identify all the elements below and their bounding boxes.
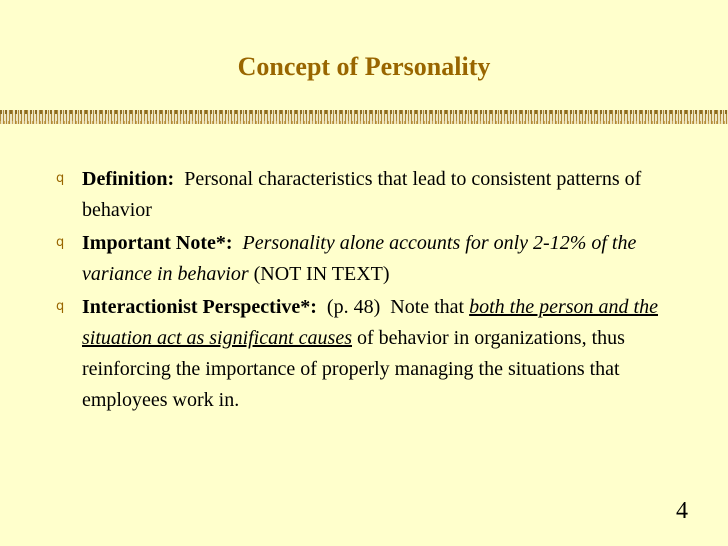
- bullet-text: [82, 164, 672, 226]
- definition-text: Personal characteristics that lead to consistent patterns of behavior: [82, 168, 642, 221]
- interactionist-ref: (p. 48): [326, 296, 381, 318]
- important-note-label: Important Note*:: [82, 232, 233, 254]
- bullet-icon: q: [56, 299, 65, 314]
- interactionist-text-after: of behavior in organizations, thus reinforcing the importance of properly managing the situations that employees work in.: [82, 327, 625, 411]
- page-number: 4: [676, 498, 688, 524]
- definition-label: Definition:: [82, 168, 175, 190]
- interactionist-text-before: Note that: [390, 296, 465, 318]
- bullet-icon: q: [56, 235, 65, 250]
- bullet-text: [82, 228, 672, 290]
- slide-title: Concept of Personality: [237, 52, 491, 81]
- bullet-text: [82, 292, 672, 416]
- important-note-italic-text: Personality alone accounts for only 2-12% of the variance in behavior: [82, 232, 637, 285]
- interactionist-emphasis: both the person and the situation act as significant causes: [82, 296, 658, 349]
- interactionist-label: Interactionist Perspective*:: [82, 296, 317, 318]
- important-note-text: (NOT IN TEXT): [253, 263, 390, 285]
- bullet-icon: q: [56, 171, 65, 186]
